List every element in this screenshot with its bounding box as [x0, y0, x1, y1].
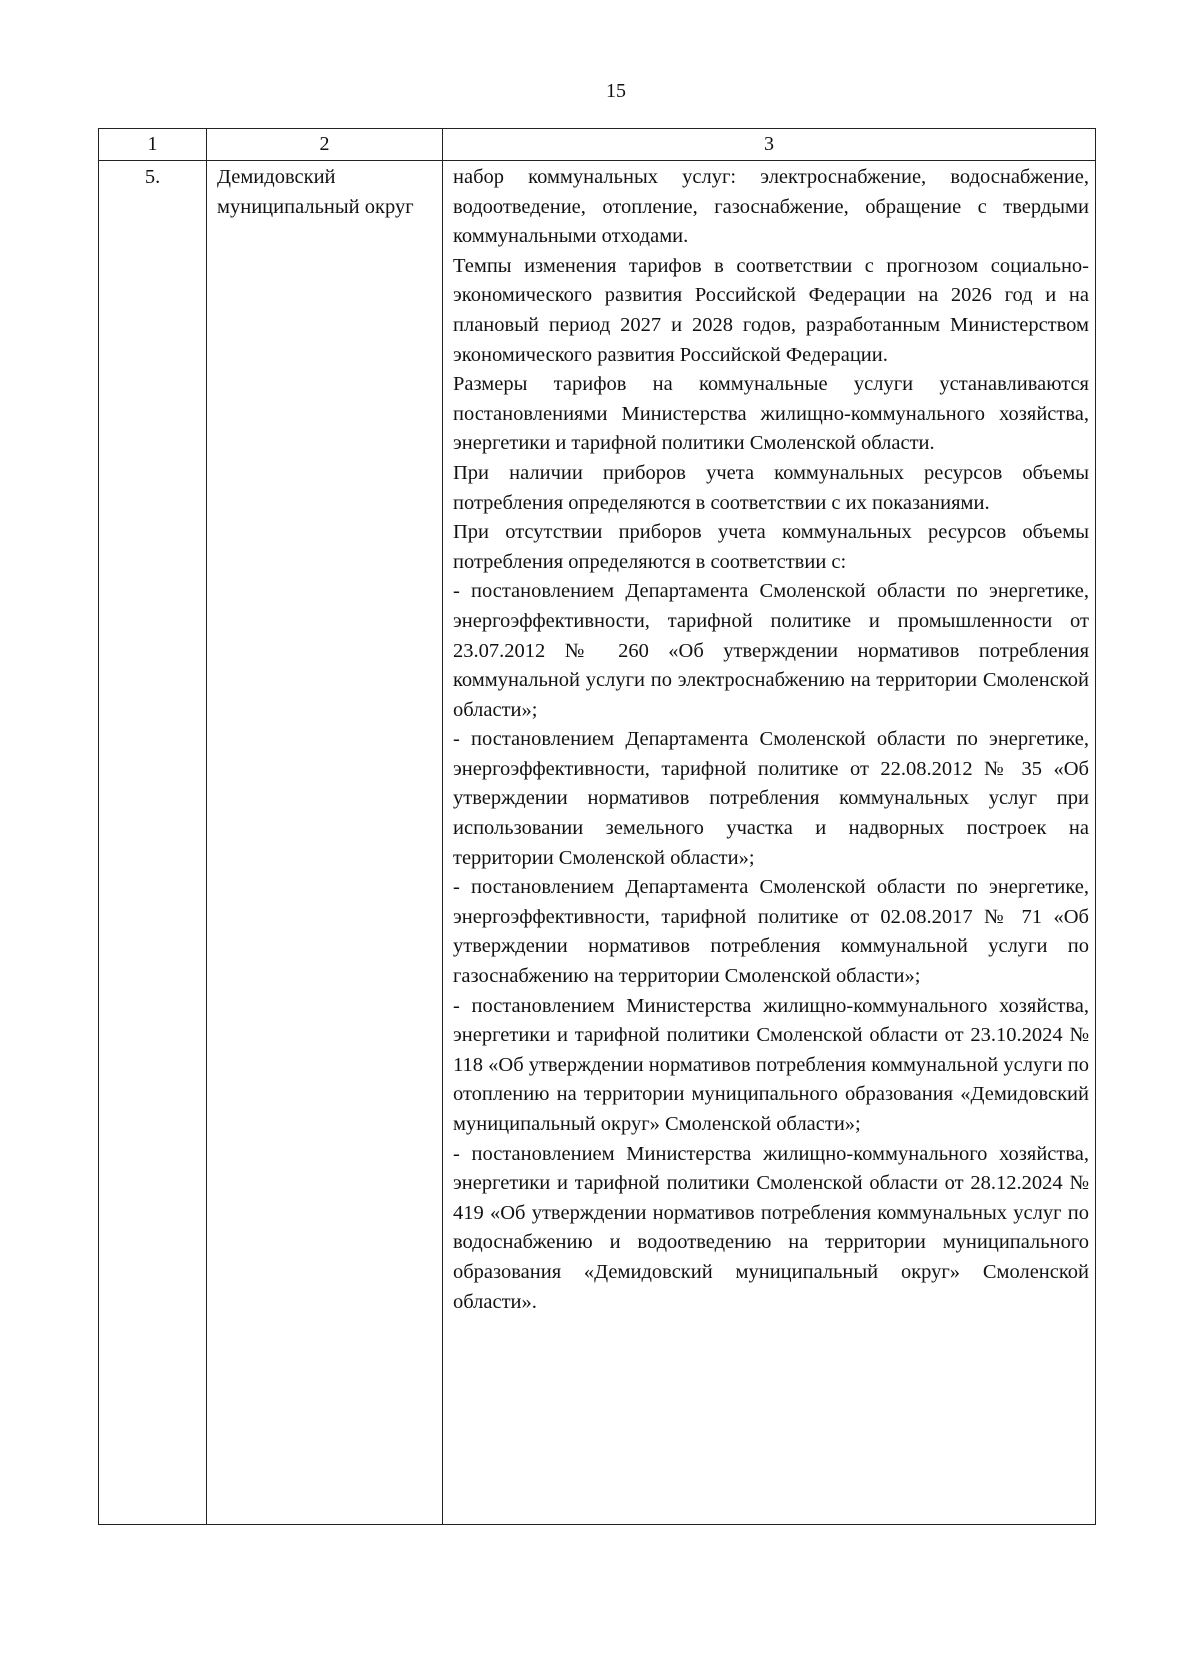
table-header-row [99, 129, 1096, 161]
content-paragraph: - постановлением Департамента Смоленской области по энергетике, энергоэффективности, тарифной политике и промышленности от 23.07.2012 № 260 «Об утверждении нормативов потребления коммунальной услуги по электроснабжению на территории Смоленской области»; [453, 580, 1089, 721]
column-header-1: 1 [99, 129, 207, 161]
content-paragraph: - постановлением Департамента Смоленской области по энергетике, энергоэффективности, тарифной политике от 22.08.2012 № 35 «Об утверждении нормативов потребления коммунальных услуг при использовании земельного участка и надворных построек на территории Смоленской области»; [453, 728, 1089, 869]
row-number: 5. [144, 166, 161, 188]
content-cell [443, 161, 1096, 1525]
row-number-cell [99, 161, 207, 1525]
content-paragraph: - постановлением Департамента Смоленской области по энергетике, энергоэффективности, тарифной политике от 02.08.2017 № 71 «Об утверждении нормативов потребления коммунальной услуги по газоснабжению на территории Смоленской области»; [453, 876, 1089, 988]
district-name: Демидовский муниципальный округ [217, 166, 414, 218]
content-paragraph: Темпы изменения тарифов в соответствии с прогнозом социально-экономического развития Российской Федерации на 2026 год и на плановый период 2027 и 2028 годов, разработанным Министерством экономического развития Российской Федерации. [453, 254, 1089, 366]
column-header-3: 3 [443, 129, 1096, 161]
tariff-table [98, 128, 1096, 1525]
content-paragraph: - постановлением Министерства жилищно-коммунального хозяйства, энергетики и тарифной политики Смоленской области от 28.12.2024 № 419 «Об утверждении нормативов потребления коммунальных услуг по водоснабжению и водоотведению на территории муниципального образования «Демидовский муниципальный округ» Смоленской области». [453, 1142, 1089, 1313]
content-paragraph: - постановлением Министерства жилищно-коммунального хозяйства, энергетики и тарифной политики Смоленской области от 23.10.2024 № 118 «Об утверждении нормативов потребления коммунальной услуги по отоплению на территории муниципального образования «Демидовский муниципальный округ» Смоленской области»; [453, 994, 1089, 1135]
content-paragraph: При наличии приборов учета коммунальных ресурсов объемы потребления определяются в соответствии с их показаниями. [453, 461, 1089, 514]
page-number: 15 [606, 80, 626, 102]
district-cell [207, 161, 443, 1525]
content-paragraph: набор коммунальных услуг: электроснабжение, водоснабжение, водоотведение, отопление, газоснабжение, обращение с твердыми коммунальными отходами. [453, 166, 1089, 248]
table-row [99, 161, 1096, 1525]
content-paragraph: При отсутствии приборов учета коммунальных ресурсов объемы потребления определяются в соответствии с: [453, 521, 1089, 573]
content-paragraph: Размеры тарифов на коммунальные услуги устанавливаются постановлениями Министерства жилищно-коммунального хозяйства, энергетики и тарифной политики Смоленской области. [453, 373, 1089, 455]
column-header-2: 2 [207, 129, 443, 161]
